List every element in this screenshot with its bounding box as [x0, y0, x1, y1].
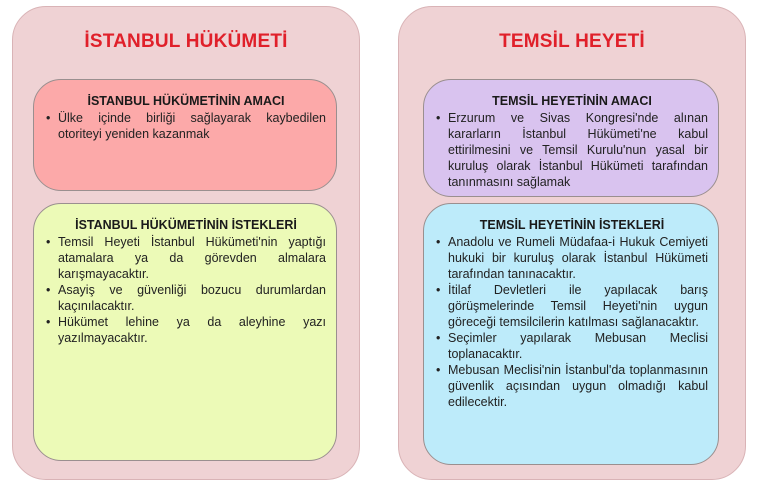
box-title: TEMSİL HEYETİNİN İSTEKLERİ — [479, 218, 665, 232]
panel-title: TEMSİL HEYETİ — [499, 31, 645, 52]
bullet-list — [46, 110, 326, 142]
temsil-amac-box — [423, 79, 719, 197]
list-item: • İtilaf Devletleri ile yapılacak barış görüşmelerinde Temsil Heyeti'nin uygun göreceği temsilcilerin katılması sağlanacaktır. — [436, 282, 708, 330]
bullet-list — [46, 234, 326, 346]
list-item: • Erzurum ve Sivas Kongresi'nde alınan kararların İstanbul Hükümeti'ne kabul ettirilmesini ve Temsil Kurulu'nun yasal bir kuruluş olarak İstanbul Hükümeti tarafından tanınmasını sağlamak — [436, 110, 708, 190]
list-item: • Anadolu ve Rumeli Müdafaa-i Hukuk Cemiyeti hukuki bir kuruluş olarak İstanbul Hükümeti tarafından tanınacaktır. — [436, 234, 708, 282]
temsil-istekler-box — [423, 203, 719, 465]
box-title: İSTANBUL HÜKÜMETİNİN İSTEKLERİ — [75, 218, 297, 232]
list-item: • Seçimler yapılarak Mebusan Meclisi toplanacaktır. — [436, 330, 708, 362]
temsil-heyeti-panel — [398, 6, 746, 480]
bullet-list — [436, 110, 708, 190]
box-title: İSTANBUL HÜKÜMETİNİN AMACI — [87, 94, 285, 108]
list-item: • Asayiş ve güvenliği bozucu durumlardan kaçınılacaktır. — [46, 282, 326, 314]
list-item: • Hükümet lehine ya da aleyhine yazı yazılmayacaktır. — [46, 314, 326, 346]
list-item: • Mebusan Meclisi'nin İstanbul'da toplanmasının güvenlik açısından uygun olmadığı kabul edilecektir. — [436, 362, 708, 410]
bullet-list — [436, 234, 708, 410]
istanbul-hukumeti-panel — [12, 6, 360, 480]
panel-title: İSTANBUL HÜKÜMETİ — [84, 31, 288, 52]
istanbul-amac-box — [33, 79, 337, 191]
istanbul-istekler-box — [33, 203, 337, 461]
list-item: • Temsil Heyeti İstanbul Hükümeti'nin yaptığı atamalara ya da görevden almalara karışmayacaktır. — [46, 234, 326, 282]
box-title: TEMSİL HEYETİNİN AMACI — [492, 94, 652, 108]
list-item: • Ülke içinde birliği sağlayarak kaybedilen otoriteyi yeniden kazanmak — [46, 110, 326, 142]
